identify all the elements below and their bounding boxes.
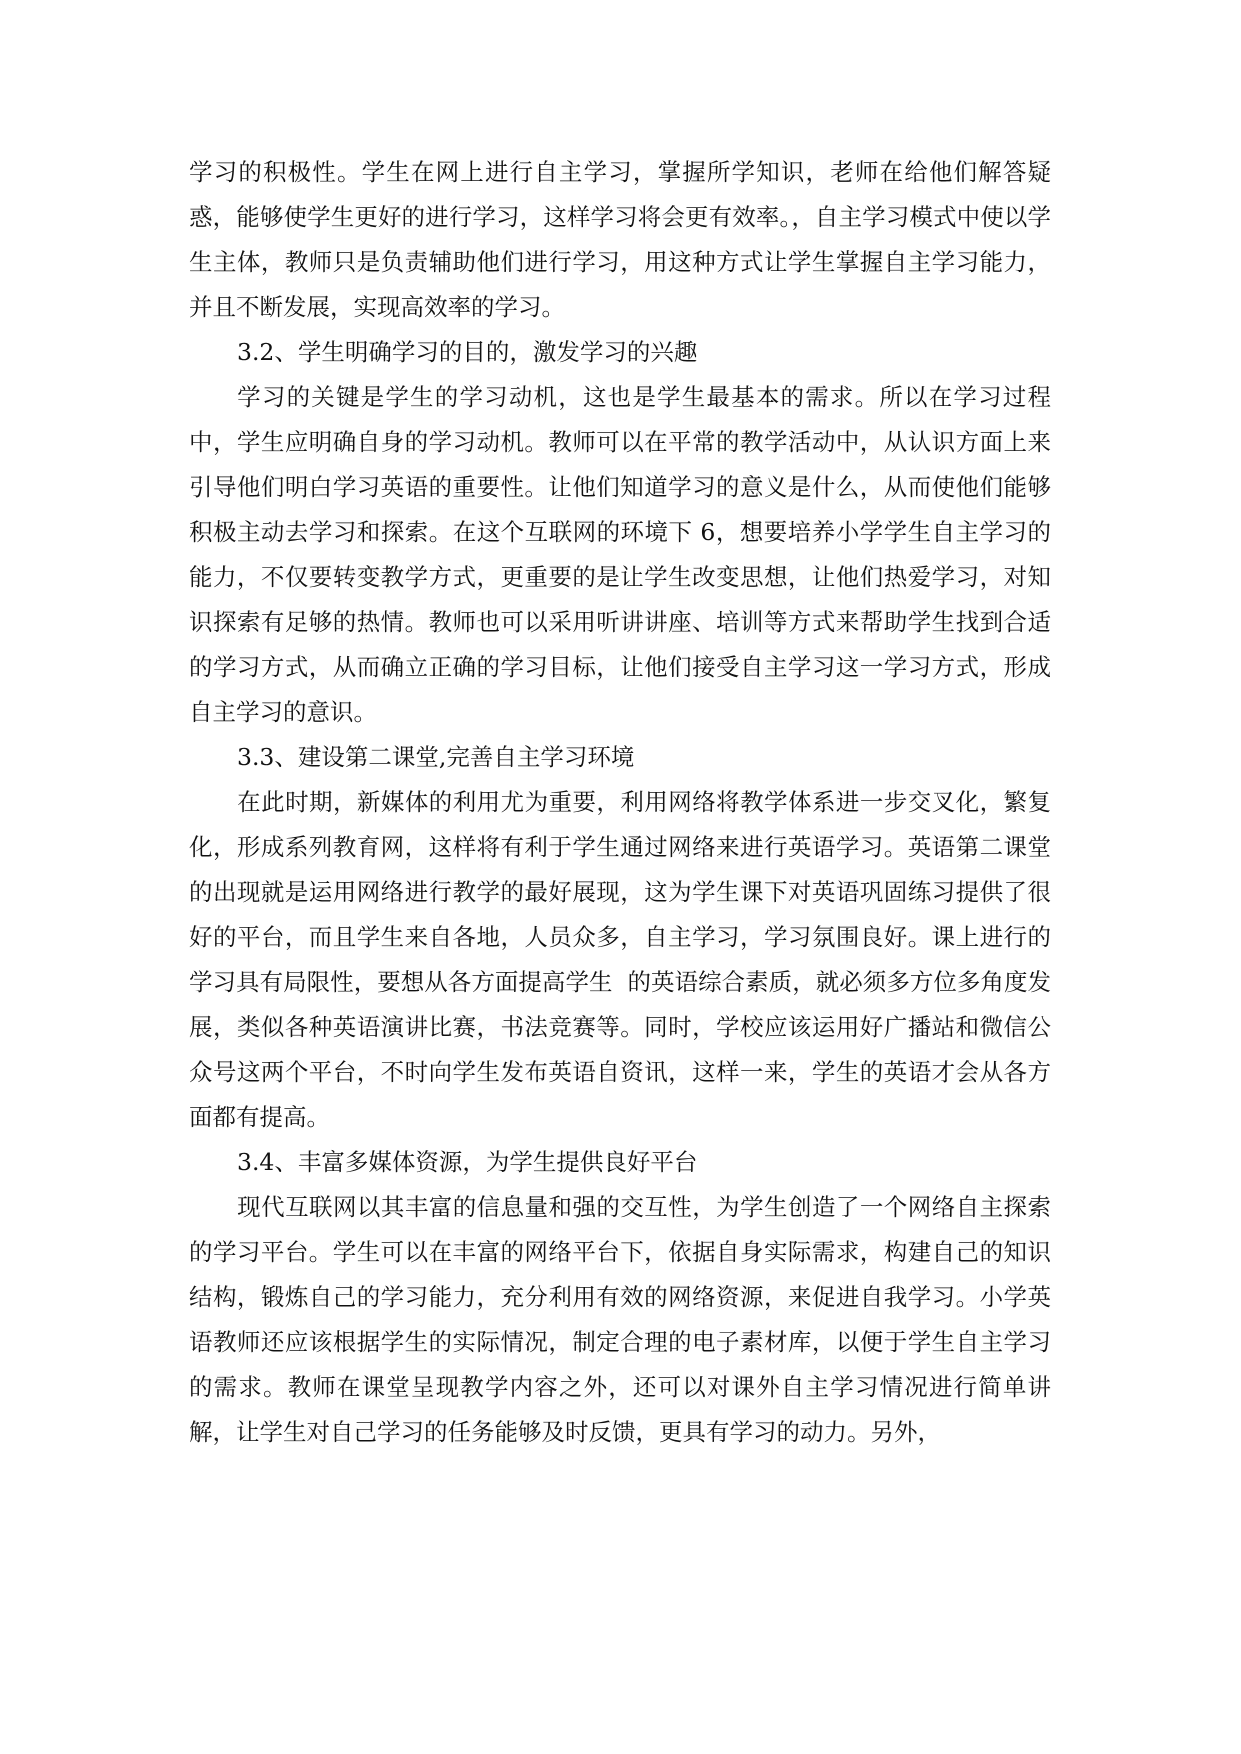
paragraph-3-2: 学习的关键是学生的学习动机，这也是学生最基本的需求。所以在学习过程中，学生应明确自身的学习动机。教师可以在平常的教学活动中，从认识方面上来引导他们明白学习英语的重要性。让他们知道学习的意义是什么，从而使他们能够积极主动去学习和探索。在这个互联网的环境下 6，想要培养小学学生自主学习的能力，不仅要转变教学方式，更重要的是让学生改变思想，让他们热爱学习，对知识探索有足够的热情。教师也可以采用听讲讲座、培训等方式来帮助学生找到合适的学习方式，从而确立正确的学习目标，让他们接受自主学习这一学习方式，形成自主学习的意识。 xyxy=(189,383,1051,726)
section-heading-3-4: 3.4、丰富多媒体资源，为学生提供良好平台 xyxy=(237,1148,698,1176)
document-body xyxy=(189,150,1051,1455)
paragraph-3-1-continuation: 学习的积极性。学生在网上进行自主学习，掌握所学知识，老师在给他们解答疑惑，能够使学生更好的进行学习，这样学习将会更有效率。，自主学习模式中使以学生主体，教师只是负责辅助他们进行学习，用这种方式让学生掌握自主学习能力，并且不断发展，实现高效率的学习。 xyxy=(189,158,1051,321)
paragraph-3-3: 在此时期，新媒体的利用尤为重要，利用网络将教学体系进一步交叉化，繁复化，形成系列教育网，这样将有利于学生通过网络来进行英语学习。英语第二课堂的出现就是运用网络进行教学的最好展现，这为学生课下对英语巩固练习提供了很好的平台，而且学生来自各地，人员众多，自主学习，学习氛围良好。课上进行的学习具有局限性，要想从各方面提高学生 的英语综合素质，就必须多方位多角度发展，类似各种英语演讲比赛，书法竞赛等。同时，学校应该运用好广播站和微信公众号这两个平台，不时向学生发布英语自资讯，这样一来，学生的英语才会从各方面都有提高。 xyxy=(189,788,1051,1131)
paragraph-3-4: 现代互联网以其丰富的信息量和强的交互性，为学生创造了一个网络自主探索的学习平台。学生可以在丰富的网络平台下，依据自身实际需求，构建自己的知识结构，锻炼自己的学习能力，充分利用有效的网络资源，来促进自我学习。小学英语教师还应该根据学生的实际情况，制定合理的电子素材库，以便于学生自主学习的需求。教师在课堂呈现教学内容之外，还可以对课外自主学习情况进行简单讲解，让学生对自己学习的任务能够及时反馈，更具有学习的动力。另外， xyxy=(189,1193,1051,1446)
section-heading-3-2: 3.2、学生明确学习的目的，激发学习的兴趣 xyxy=(237,338,698,366)
section-heading-3-3: 3.3、建设第二课堂,完善自主学习环境 xyxy=(237,743,635,771)
